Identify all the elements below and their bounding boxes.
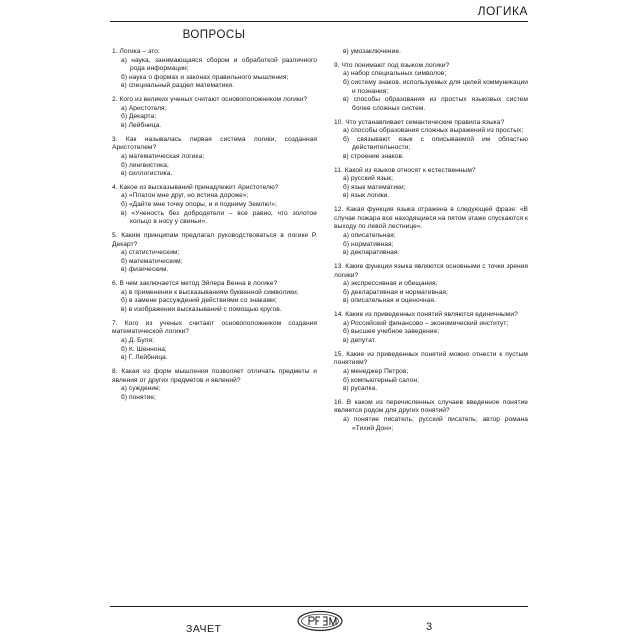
subject-title: ЛОГИКА [477,4,528,18]
answer-option: в) описательная и оценочная. [343,297,436,305]
answer-option: в) депутат. [343,336,377,344]
question-block [334,119,528,162]
questions-left-column [112,48,317,590]
question-block [112,280,317,314]
answer-option: а) менеджер Петров; [343,367,409,375]
question-text: 15. Какие из приведенных понятий можно отнести к пустым понятиям? [334,350,528,367]
section-title: ВОПРОСЫ [182,29,246,41]
question-block [112,232,317,275]
question-text: 7. Кого из ученых считают основоположником создания математической логики? [112,319,317,336]
answer-option: б) К. Шеннона; [121,345,167,353]
question-block [112,184,317,227]
answer-option: б) математическим; [121,257,183,265]
answer-option: а) описательная; [343,232,396,240]
answer-option: в) «Ученость без добродетели – все равно, что золотое кольцо в носу у свиньи». [121,209,317,226]
question-block [112,48,317,91]
answer-option: б) Декарта; [121,113,157,121]
question-block [334,167,528,201]
answer-option: а) Российский финансово – экономический институт; [343,319,509,327]
answer-option: б) понятие; [121,393,157,401]
answer-option: а) математическая логика; [121,152,205,160]
answer-option: а) набор специальных символов; [343,70,447,78]
page-number: 3 [426,621,433,633]
answer-option: б) высшее учебное заведение; [343,328,440,336]
question-block [334,311,528,345]
answer-option: а) понятие писатель; русский писатель; автор романа «Тихий Дон»; [343,416,528,432]
answer-option: б) систему знаков, используемых для целей коммуникации и познания; [343,78,528,95]
answer-option: б) «Дайте мне точку опоры, и я подниму Землю!»; [121,201,277,209]
question-text: 6. В чем заключается метод Эйлера Венна в логике? [112,280,278,288]
question-block [334,206,528,258]
question-block [334,62,528,114]
header-rule [110,21,528,22]
question-block [112,96,317,130]
question-block [112,320,317,363]
answer-option: в) строение знаков. [343,152,404,160]
footer-rule [110,606,528,607]
question-text: 8. Какая из форм мышления позволяет отличать предметы и явления от других предметов и явлений? [112,367,317,384]
question-block [334,399,528,433]
publisher-logo [296,610,344,632]
answer-option: в) Г. Лейбница. [121,354,168,362]
question-text: 3. Как называлась первая система логики, созданная Аристотелем? [112,135,317,152]
answer-option: а) экспрессивная и обещания; [343,280,438,288]
answer-option: б) нормативная; [343,240,394,248]
answer-option: б) компьютерный салон; [343,376,420,384]
answer-option: а) Аристотеля; [121,104,167,112]
questions-right-column [334,48,528,590]
answer-option: в) в изображении высказываний с помощью кругов. [121,305,282,313]
footer-label: ЗАЧЕТ [186,623,222,635]
question-text: 13. Какие функции языка являются основными с точки зрения логики? [334,263,528,279]
answer-option: а) статистическим; [121,249,180,257]
answer-option: в) язык логики. [343,192,390,200]
question-text: 12. Какая функция языка отражена в следующей фразе: «В случае пожара все находящиеся на пятом этаже спускаются к выходу по левой лестнице». [334,206,528,231]
answer-option: в) силлогистика. [121,170,173,178]
question-block [334,351,528,394]
question-block [334,263,528,306]
answer-option: а) в применении к высказываниям буквенной символики; [121,288,299,296]
answer-option: а) Д. Буля; [121,336,154,344]
answer-option: а) суждение; [121,385,161,393]
answer-option: а) наука, занимающаяся сбором и обработкой различного рода информации; [121,56,317,73]
answer-option: а) русский язык; [343,175,394,183]
answer-option: в) специальный раздел математики. [121,82,234,90]
question-text: 2. Кого из великих ученых считают основоположником логики? [112,96,308,104]
answer-option: в) Лейбница. [121,121,162,129]
question-block [112,368,317,402]
answer-option: в) способы образования из простых языковых систем более сложных систем. [343,96,528,112]
answer-option: б) декларативная и нормативная; [343,288,448,296]
question-text: 16. В каком из перечисленных случаев введенное понятие является родом для других понятий? [334,398,528,415]
question-text: 14. Какие из приведенных понятий являются единичными? [334,311,518,319]
question-text: 5. Каким принципам предлагал руководствоваться в логике Р. Декарт? [112,232,317,248]
question-text: 4. Какое из высказываний принадлежит Аристотелю? [112,183,279,191]
answer-option: б) лингвистика; [121,161,169,169]
question-text: 11. Какой из языков относят к естественным? [334,166,476,174]
publisher-logo-mark [296,610,344,632]
question-text: 10. Что устанавливает семантические правила языка? [334,118,505,126]
answer-option: в) умозаключение. [343,48,401,55]
answer-option: б) наука о формах и законах правильного мышления; [121,73,289,81]
question-text: 9. Что понимают под языком логики? [334,61,450,69]
answer-option: в) декларативная. [343,249,400,257]
answer-option: б) связывают язык с описываемой им областью действительности; [343,135,528,152]
answer-option: б) язык математики; [343,183,406,191]
question-block [334,48,528,57]
answer-option: в) русалка. [343,385,378,393]
answer-option: а) способы образования сложных выражений из простых; [343,127,524,135]
answer-option: в) физическим. [121,266,169,274]
question-text: 1. Логика – это: [112,48,160,55]
answer-option: б) в замене рассуждений действиями со знаками; [121,297,277,305]
question-block [112,136,317,179]
answer-option: а) «Платон мне друг, но истина дороже»; [121,192,249,200]
